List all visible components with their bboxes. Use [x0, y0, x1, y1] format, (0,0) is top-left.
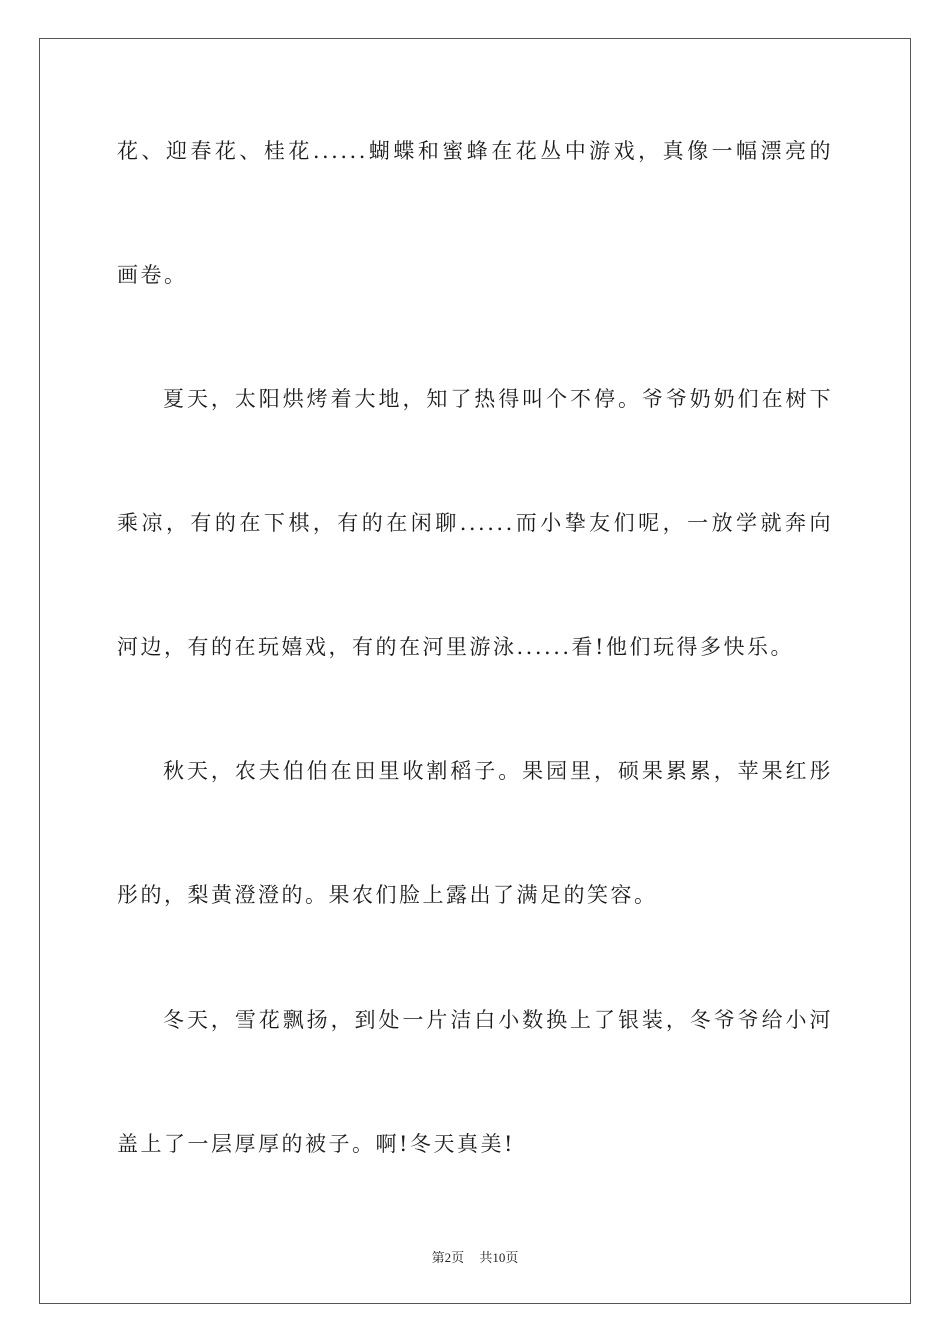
paragraph-autumn-start: 秋天，农夫伯伯在田里收割稻子。果园里，硕果累累，苹果红彤	[163, 759, 833, 783]
paragraph-summary-start: 夏天，太阳烘烤着大地，知了热得叫个不停。爷爷奶奶们在树下	[163, 387, 833, 411]
page-footer	[0, 1247, 950, 1266]
text-line-2: 画卷。	[117, 263, 188, 287]
text-line-5: 河边，有的在玩嬉戏，有的在河里游泳......看!他们玩得多快乐。	[117, 635, 794, 659]
text-line-9: 盖上了一层厚厚的被子。啊!冬天真美!	[117, 1132, 515, 1156]
text-line-4: 乘凉，有的在下棋，有的在闲聊......而小挚友们呢，一放学就奔向	[117, 511, 833, 535]
text-line-7: 彤的，梨黄澄澄的。果农们脸上露出了满足的笑容。	[117, 883, 658, 907]
paragraph-winter-start: 冬天，雪花飘扬，到处一片洁白小数换上了银装，冬爷爷给小河	[163, 1008, 833, 1032]
page-border	[39, 38, 911, 1304]
text-line-1: 花、迎春花、桂花......蝴蝶和蜜蜂在花丛中游戏，真像一幅漂亮的	[117, 139, 833, 163]
page-number: 第2页	[431, 1250, 465, 1265]
page-total: 共10页	[479, 1250, 519, 1265]
